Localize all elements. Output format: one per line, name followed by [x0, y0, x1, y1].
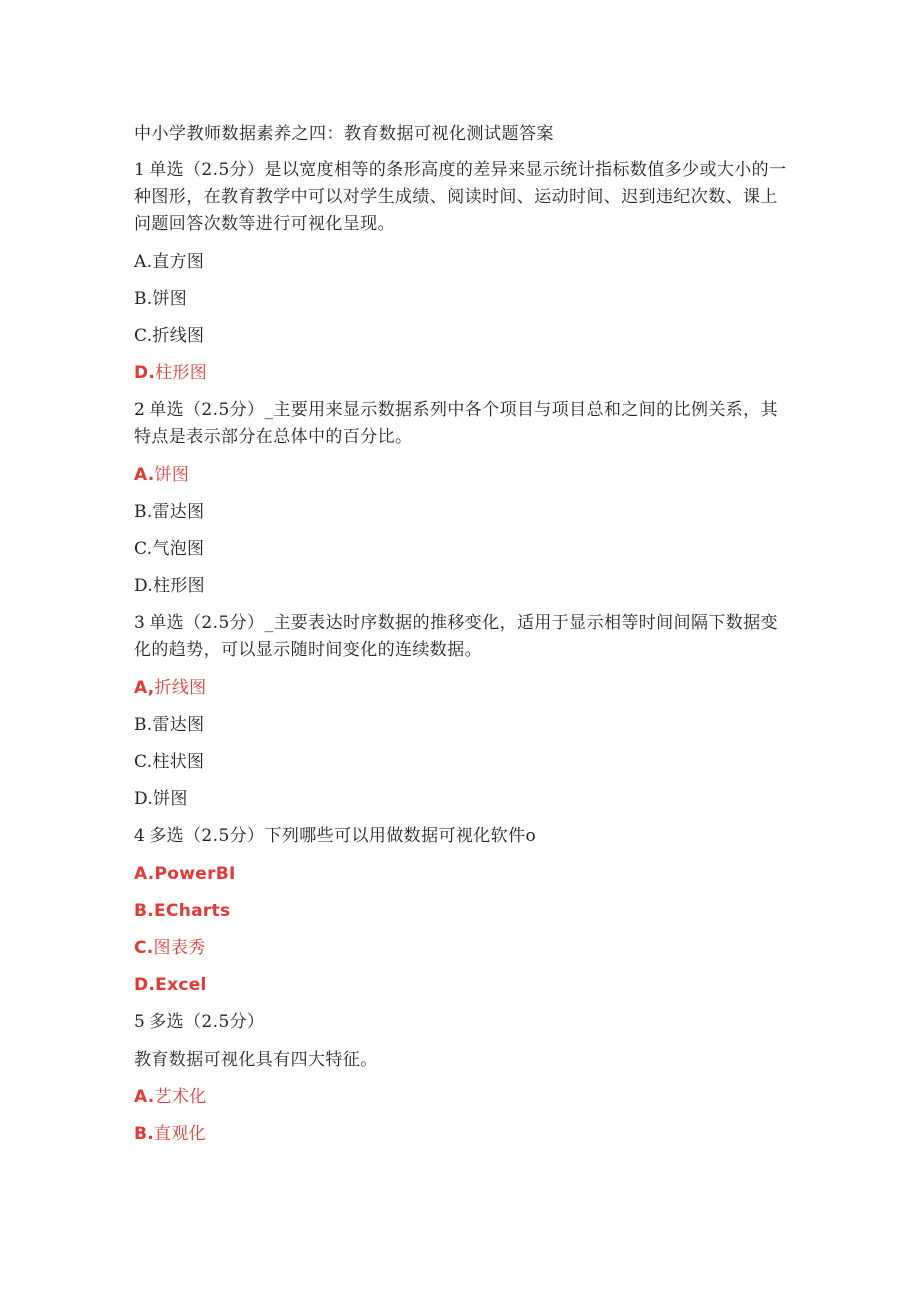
question-number: 5 [134, 1012, 146, 1032]
option-letter: B. [134, 502, 153, 522]
option-text: 雷达图 [152, 715, 205, 735]
document-title: 中小学教师数据素养之四：教育数据可视化测试题答案 [134, 124, 554, 144]
option-letter: D. [134, 576, 154, 596]
question-5 [134, 1009, 794, 1036]
question-type: 多选（2.5分） [149, 1012, 265, 1032]
option-letter: D. [134, 363, 156, 383]
option-text: PowerBI [154, 864, 236, 884]
option-text: 雷达图 [152, 502, 205, 522]
option-3b [134, 712, 794, 738]
question-stem: _主要用来显示数据系列中各个项目与项目总和之间的比例关系，其特点是表示部分在总体中的百分比。 [134, 400, 778, 447]
option-2b [134, 499, 794, 525]
question-4 [134, 823, 794, 850]
document-page [134, 121, 794, 1158]
option-letter: D. [134, 975, 156, 995]
option-5a-answer [134, 1084, 794, 1110]
option-1c [134, 323, 794, 349]
option-4d-answer [134, 972, 794, 998]
option-text: 柱形图 [153, 576, 205, 596]
option-letter: C. [134, 938, 154, 958]
option-text: 图表秀 [153, 938, 206, 958]
option-letter: C. [134, 326, 153, 346]
option-3d [134, 786, 794, 812]
option-letter: B. [134, 1124, 155, 1144]
option-letter: B. [134, 901, 155, 921]
option-letter: A. [134, 864, 155, 884]
option-letter: D. [134, 789, 154, 809]
option-2c [134, 536, 794, 562]
question-number: 3 [134, 613, 146, 633]
option-text: 直方图 [152, 252, 205, 272]
question-number: 4 [134, 826, 146, 846]
question-1 [134, 157, 794, 238]
option-2a-answer [134, 462, 794, 488]
question-type: 单选（2.5分） [149, 613, 265, 633]
question-stem: 下列哪些可以用做数据可视化软件o [264, 826, 537, 846]
option-4c-answer [134, 935, 794, 961]
option-text: 饼图 [154, 465, 190, 485]
question-5-stem: 教育数据可视化具有四大特征。 [134, 1050, 378, 1070]
option-letter: B. [134, 715, 153, 735]
option-text: 饼图 [152, 289, 188, 309]
option-3a-answer [134, 675, 794, 701]
option-text: 直观化 [154, 1124, 206, 1144]
option-text: 柱形图 [155, 363, 208, 383]
option-3c [134, 749, 794, 775]
option-text: 艺术化 [154, 1087, 207, 1107]
option-letter: B. [134, 289, 153, 309]
question-stem: 是以宽度相等的条形高度的差异来显示统计指标数值多少或大小的一种图形，在教育教学中可以对学生成绩、阅读时间、运动时间、迟到违纪次数、课上问题回答次数等进行可视化呈现。 [134, 160, 787, 234]
option-text: 柱状图 [152, 752, 205, 772]
option-text: 折线图 [152, 326, 205, 346]
option-1a [134, 249, 794, 275]
question-3 [134, 610, 794, 664]
option-letter: A. [134, 465, 155, 485]
option-4a-answer [134, 861, 794, 887]
option-letter: A. [134, 1087, 155, 1107]
question-number: 1 [134, 160, 146, 180]
question-type: 单选（2.5分） [149, 400, 265, 420]
option-2d [134, 573, 794, 599]
option-text: 饼图 [153, 789, 188, 809]
option-text: ECharts [154, 901, 231, 921]
question-number: 2 [134, 400, 146, 420]
option-letter: C. [134, 539, 153, 559]
option-5b-answer [134, 1121, 794, 1147]
question-type: 单选（2.5分） [149, 160, 265, 180]
option-text: Excel [155, 975, 207, 995]
question-type: 多选（2.5分） [149, 826, 265, 846]
option-text: 气泡图 [152, 539, 205, 559]
option-4b-answer [134, 898, 794, 924]
option-text: 折线图 [154, 678, 207, 698]
option-1d-answer [134, 360, 794, 386]
question-stem: _主要表达时序数据的推移变化，适用于显示相等时间间隔下数据变化的趋势，可以显示随时间变化的连续数据。 [134, 613, 778, 660]
option-1b [134, 286, 794, 312]
option-letter: A. [134, 252, 153, 272]
option-letter: C. [134, 752, 153, 772]
question-2 [134, 397, 794, 451]
option-letter: A, [134, 678, 155, 698]
